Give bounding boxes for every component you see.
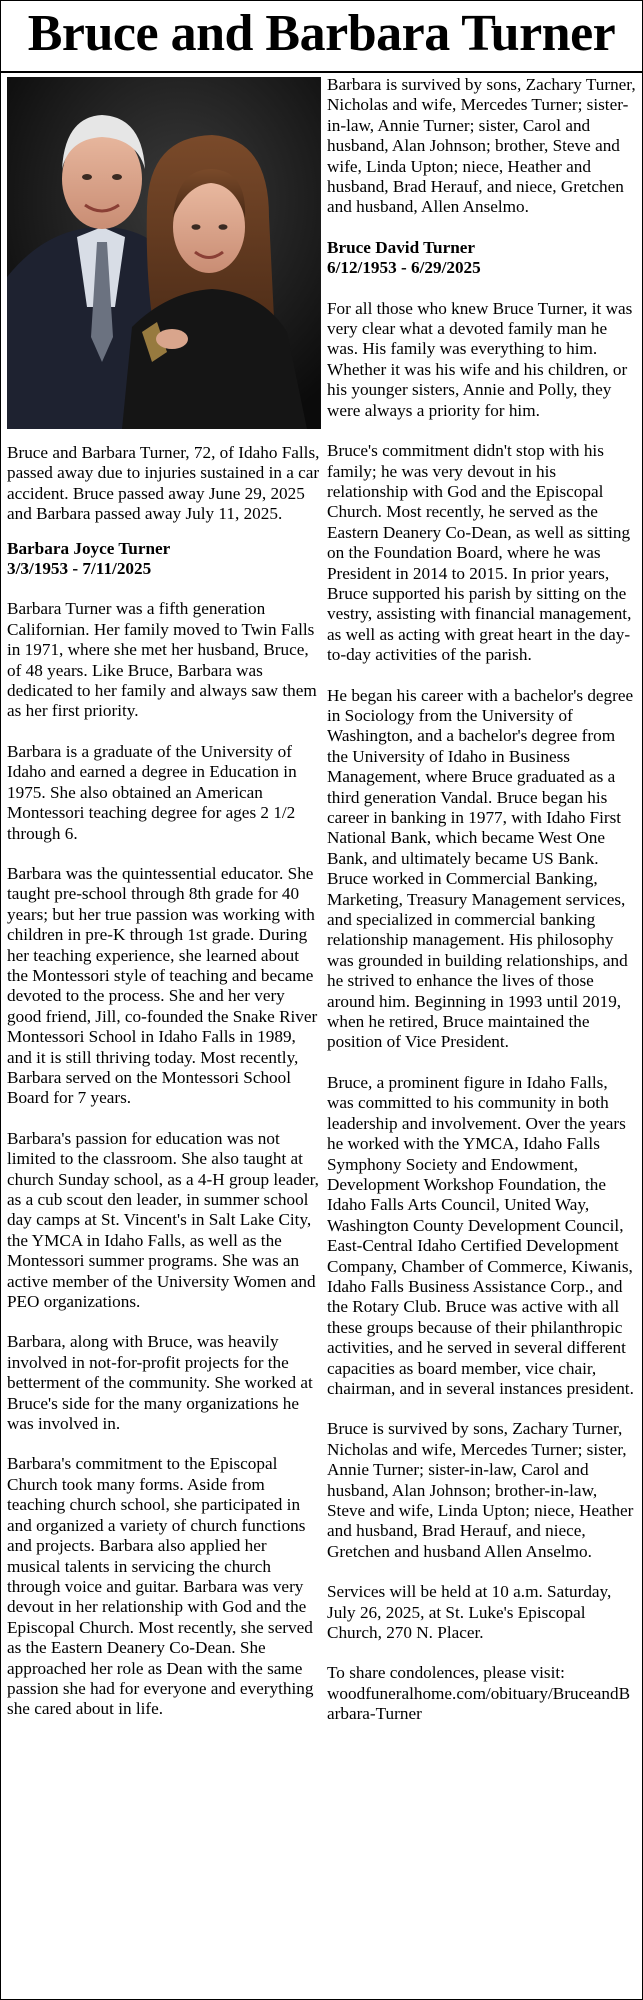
bruce-paragraph: He began his career with a bachelor's degree in Sociology from the University of Washington, and a bachelor's degree from the University of Idaho in Business Management, where Bruce graduated as a third generation Vandal. Bruce began his career in banking in 1977, with Idaho First National Bank, which became West One Bank, and ultimately became US Bank. Bruce worked in Commercial Banking, Marketing, Treasury Management services, and specialized in commercial banking relationship management. His philosophy was grounded in building relationships, and he strived to enhance the lives of those around him. Beginning in 1993 until 2019, when he retired, Bruce maintained the position of Vice President. (327, 685, 634, 1052)
barbara-dates: 3/3/1953 - 7/11/2025 (7, 559, 152, 579)
page-title: Bruce and Barbara Turner (27, 5, 616, 62)
barbara-paragraph: Barbara Turner was a fifth generation Californian. Her family moved to Twin Falls in 1971, where she met her husband, Bruce, of 48 years. Like Bruce, Barbara was dedicated to her family and always saw them as her first priority. (7, 599, 317, 721)
barbara-paragraph: Barbara is a graduate of the University of Idaho and earned a degree in Education in 1975. She also obtained an American Montessori teaching degree for ages 2 1/2 through 6. (7, 741, 297, 843)
condolences-link[interactable]: woodfuneralhome.com/obituary/BruceandBarbara-Turner (327, 1683, 631, 1724)
barbara-paragraph: Barbara's commitment to the Episcopal Church took many forms. Aside from teaching church school, she participated in and organized a variety of church functions and projects. Barbara also applied her musical talents in servicing the church through voice and guitar. Barbara was very devout in her relationship with God and the Episcopal Church. Most recently, she served as the Eastern Deanery Co-Dean. She approached her role as Dean with the same passion she had for everyone and everything she cared about in life. (7, 1454, 314, 1719)
bruce-paragraph: Bruce, a prominent figure in Idaho Falls, was committed to his community in both leadership and involvement. Over the years he worked with the YMCA, Idaho Falls Symphony Society and Endowment, Development Workshop Foundation, the Idaho Falls Arts Council, United Way, Washington County Development Council, East-Central Idaho Certified Development Company, Chamber of Commerce, Kiwanis, Idaho Falls Business Assistance Corp., and the Rotary Club. Bruce was active with all these groups because of their philanthropic activities, and he served in several different capacities as board member, vice chair, chairman, and in several instances president. (327, 1072, 634, 1398)
barbara-survived-by: Barbara is survived by sons, Zachary Turner, Nicholas and wife, Mercedes Turner; sister-in-law, Annie Turner; sister, Carol and husband, Alan Johnson; brother, Steve and wife, Linda Upton; niece, Heather and husband, Brad Herauf, and niece, Gretchen and husband, Allen Anselmo. (327, 75, 636, 217)
title-divider (1, 71, 642, 73)
right-column (327, 75, 637, 1725)
barbara-paragraph: Barbara was the quintessential educator. She taught pre-school through 8th grade for 40 years; but her true passion was working with children in pre-K through 1st grade. During her teaching experience, she learned about the Montessori style of teaching and became devoted to the process. She and her very good friend, Jill, co-founded the Snake River Montessori School in Idaho Falls in 1989, and it is still thriving today. Most recently, Barbara served on the Montessori School Board for 7 years. (7, 863, 318, 1108)
bruce-name-heading: Bruce David Turner (327, 237, 476, 257)
bruce-paragraph: Bruce's commitment didn't stop with his family; he was very devout in his relationship with God and the Episcopal Church. Most recently, he served as the Eastern Deanery Co-Dean, as well as sitting on the Foundation Board, where he was President in 2014 to 2015. In prior years, Bruce supported his parish by sitting on the vestry, assisting with financial management, as well as acting with great heart in the day-to-day activities of the parish. (327, 441, 632, 665)
condolences-text: To share condolences, please visit: (327, 1663, 565, 1683)
photo-caption: Bruce and Barbara Turner, 72, of Idaho Falls, passed away due to injuries sustained in a car accident. Bruce passed away June 29, 2025 and Barbara passed away July 11, 2025. (7, 443, 320, 524)
bruce-dates: 6/12/1953 - 6/29/2025 (327, 258, 481, 278)
bruce-paragraph: For all those who knew Bruce Turner, it was very clear what a devoted family man he was. His family was everything to him. Whether it was his wife and his children, or his younger sisters, Annie and Polly, they were always a priority for him. (327, 298, 633, 420)
services-info: Services will be held at 10 a.m. Saturday, July 26, 2025, at St. Luke's Episcopal Church, 270 N. Placer. (327, 1582, 612, 1643)
portrait-illustration (7, 77, 321, 429)
barbara-paragraph: Barbara, along with Bruce, was heavily involved in not-for-profit projects for the betterment of the community. She worked at Bruce's side for the many organizations he was involved in. (7, 1332, 313, 1434)
barbara-name-heading: Barbara Joyce Turner (7, 538, 171, 558)
portrait-photo (7, 77, 321, 429)
left-column (7, 77, 321, 1720)
barbara-paragraph: Barbara's passion for education was not limited to the classroom. She also taught at church Sunday school, as a 4-H group leader, as a cub scout den leader, in summer school day camps at St. Vincent's in Salt Lake City, the YMCA in Idaho Falls, as well as the Montessori summer programs. She was an active member of the University Women and PEO organizations. (7, 1128, 319, 1312)
bruce-survived-by: Bruce is survived by sons, Zachary Turner, Nicholas and wife, Mercedes Turner; sister, Annie Turner; sister-in-law, Carol and husband, Alan Johnson; brother-in-law, Steve and wife, Linda Upton; niece, Heather and husband, Brad Herauf, and niece, Gretchen and husband Allen Anselmo. (327, 1419, 634, 1561)
